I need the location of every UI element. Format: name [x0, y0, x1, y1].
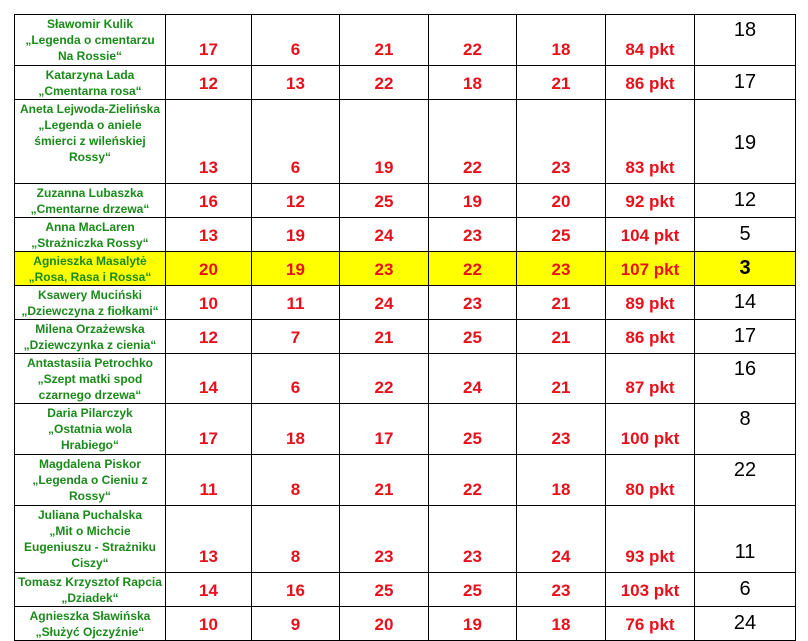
- total-cell: 92 pkt: [606, 184, 695, 218]
- rank-cell: 14: [695, 286, 796, 320]
- story-title: „Dziewczynka z cienia“: [23, 338, 157, 352]
- score-cell-5: 21: [517, 66, 606, 100]
- participant-cell: [15, 286, 166, 320]
- score-cell-4: 23: [429, 218, 517, 252]
- rank-cell: 8: [695, 404, 796, 455]
- score-cell-4: 22: [429, 15, 517, 66]
- rank-cell: 22: [695, 455, 796, 506]
- table-row: [15, 15, 796, 66]
- table-row: [15, 607, 796, 641]
- score-cell-2: 19: [252, 218, 340, 252]
- participant-name: Tomasz Krzysztof Rapcia: [18, 575, 162, 589]
- score-cell-4: 23: [429, 286, 517, 320]
- rank-cell: 6: [695, 573, 796, 607]
- story-title: „Cmentarne drzewa“: [30, 202, 150, 216]
- score-cell-5: 21: [517, 320, 606, 354]
- score-cell-5: 23: [517, 252, 606, 286]
- participant-name: Anna MacLaren: [45, 220, 135, 234]
- table-row: [15, 66, 796, 100]
- participant-cell: [15, 607, 166, 641]
- rank-cell: 17: [695, 66, 796, 100]
- total-cell: 76 pkt: [606, 607, 695, 641]
- table-row: [15, 184, 796, 218]
- total-cell: 107 pkt: [606, 252, 695, 286]
- total-cell: 86 pkt: [606, 66, 695, 100]
- score-cell-1: 13: [166, 506, 252, 573]
- score-cell-3: 24: [340, 218, 429, 252]
- participant-name: Sławomir Kulik: [46, 17, 134, 31]
- participant-cell: [15, 184, 166, 218]
- table-row: [15, 455, 796, 506]
- participant-name: Ksawery Muciński: [37, 288, 143, 302]
- score-cell-1: 14: [166, 573, 252, 607]
- table-row: [15, 404, 796, 455]
- score-cell-4: 22: [429, 252, 517, 286]
- participant-name: Juliana Puchalska: [37, 508, 143, 522]
- score-cell-2: 12: [252, 184, 340, 218]
- score-cell-5: 24: [517, 506, 606, 573]
- rank-cell: 16: [695, 354, 796, 404]
- score-cell-2: 16: [252, 573, 340, 607]
- rank-cell: 5: [695, 218, 796, 252]
- story-title: „Dziadek“: [61, 591, 119, 605]
- score-cell-3: 20: [340, 607, 429, 641]
- score-cell-1: 10: [166, 607, 252, 641]
- story-title: „Rosa, Rasa i Rossa“: [28, 270, 152, 284]
- total-cell: 80 pkt: [606, 455, 695, 506]
- story-title: „Legenda o aniele śmierci z wileńskiej Rossy“: [34, 118, 146, 164]
- participant-name: Magdalena Piskor: [38, 457, 142, 471]
- score-cell-5: 23: [517, 404, 606, 455]
- participant-cell: [15, 573, 166, 607]
- results-table: [14, 14, 796, 641]
- participant-cell: [15, 404, 166, 455]
- table-row: [15, 286, 796, 320]
- participant-cell: [15, 252, 166, 286]
- participant-name: Antastasiia Petrochko: [26, 356, 154, 370]
- score-cell-3: 25: [340, 184, 429, 218]
- score-cell-4: 22: [429, 100, 517, 184]
- score-cell-3: 24: [340, 286, 429, 320]
- score-cell-5: 25: [517, 218, 606, 252]
- score-cell-5: 20: [517, 184, 606, 218]
- participant-cell: [15, 15, 166, 66]
- total-cell: 83 pkt: [606, 100, 695, 184]
- table-row: [15, 100, 796, 184]
- rank-cell: 24: [695, 607, 796, 641]
- rank-cell: 3: [695, 252, 796, 286]
- score-cell-5: 21: [517, 286, 606, 320]
- story-title: „Służyć Ojczyźnie“: [35, 625, 145, 639]
- score-cell-2: 6: [252, 15, 340, 66]
- total-cell: 103 pkt: [606, 573, 695, 607]
- table-row: [15, 506, 796, 573]
- score-cell-1: 11: [166, 455, 252, 506]
- story-title: „Szept matki spod czarnego drzewa“: [37, 372, 143, 402]
- rank-cell: 12: [695, 184, 796, 218]
- score-cell-5: 18: [517, 455, 606, 506]
- story-title: „Legenda o cmentarzu Na Rossie“: [25, 33, 155, 63]
- participant-cell: [15, 320, 166, 354]
- score-cell-1: 14: [166, 354, 252, 404]
- score-cell-1: 17: [166, 15, 252, 66]
- score-cell-3: 19: [340, 100, 429, 184]
- participant-name: Agnieszka Masalytė: [33, 254, 147, 268]
- score-cell-2: 13: [252, 66, 340, 100]
- participant-cell: [15, 218, 166, 252]
- score-cell-2: 7: [252, 320, 340, 354]
- participant-cell: [15, 506, 166, 573]
- participant-name: Daria Pilarczyk: [47, 406, 133, 420]
- score-cell-3: 21: [340, 15, 429, 66]
- story-title: „Strażniczka Rossy“: [31, 236, 149, 250]
- total-cell: 104 pkt: [606, 218, 695, 252]
- score-cell-2: 11: [252, 286, 340, 320]
- total-cell: 84 pkt: [606, 15, 695, 66]
- story-title: „Cmentarna rosa“: [38, 84, 142, 98]
- score-cell-3: 23: [340, 506, 429, 573]
- participant-cell: [15, 354, 166, 404]
- score-cell-1: 10: [166, 286, 252, 320]
- score-cell-2: 8: [252, 455, 340, 506]
- score-cell-3: 22: [340, 66, 429, 100]
- score-cell-3: 22: [340, 354, 429, 404]
- score-cell-5: 23: [517, 100, 606, 184]
- score-cell-5: 23: [517, 573, 606, 607]
- total-cell: 100 pkt: [606, 404, 695, 455]
- story-title: „Dziewczyna z fiołkami“: [21, 304, 159, 318]
- score-cell-2: 6: [252, 354, 340, 404]
- score-cell-2: 6: [252, 100, 340, 184]
- score-cell-3: 21: [340, 320, 429, 354]
- score-cell-2: 18: [252, 404, 340, 455]
- table-row: [15, 320, 796, 354]
- score-cell-5: 18: [517, 15, 606, 66]
- score-cell-4: 18: [429, 66, 517, 100]
- participant-name: Aneta Lejwoda-Zielińska: [19, 102, 161, 116]
- total-cell: 86 pkt: [606, 320, 695, 354]
- table-row: [15, 354, 796, 404]
- score-cell-4: 24: [429, 354, 517, 404]
- total-cell: 87 pkt: [606, 354, 695, 404]
- score-cell-3: 25: [340, 573, 429, 607]
- score-cell-2: 8: [252, 506, 340, 573]
- rank-cell: 17: [695, 320, 796, 354]
- score-cell-5: 21: [517, 354, 606, 404]
- score-cell-4: 22: [429, 455, 517, 506]
- participant-name: Milena Orzażewska: [35, 322, 145, 336]
- score-cell-3: 23: [340, 252, 429, 286]
- score-cell-1: 16: [166, 184, 252, 218]
- participant-name: Agnieszka Sławińska: [29, 609, 151, 623]
- participant-cell: [15, 66, 166, 100]
- table-row: [15, 573, 796, 607]
- score-cell-4: 23: [429, 506, 517, 573]
- score-cell-1: 12: [166, 320, 252, 354]
- score-cell-2: 9: [252, 607, 340, 641]
- score-cell-2: 19: [252, 252, 340, 286]
- score-cell-4: 25: [429, 404, 517, 455]
- story-title: „Ostatnia wola Hrabiego“: [47, 422, 133, 452]
- score-cell-3: 21: [340, 455, 429, 506]
- story-title: „Mit o Michcie Eugeniuszu - Strażniku Ciszy“: [23, 524, 156, 570]
- score-cell-3: 17: [340, 404, 429, 455]
- table-row: [15, 218, 796, 252]
- rank-cell: 19: [695, 100, 796, 184]
- score-cell-1: 17: [166, 404, 252, 455]
- score-cell-4: 19: [429, 184, 517, 218]
- score-cell-5: 18: [517, 607, 606, 641]
- score-cell-4: 19: [429, 607, 517, 641]
- story-title: „Legenda o Cieniu z Rossy“: [32, 473, 148, 503]
- score-cell-1: 20: [166, 252, 252, 286]
- score-cell-1: 13: [166, 218, 252, 252]
- participant-cell: [15, 455, 166, 506]
- score-cell-4: 25: [429, 320, 517, 354]
- total-cell: 93 pkt: [606, 506, 695, 573]
- participant-name: Zuzanna Lubaszka: [36, 186, 144, 200]
- participant-name: Katarzyna Lada: [45, 68, 135, 82]
- participant-cell: [15, 100, 166, 184]
- score-cell-1: 12: [166, 66, 252, 100]
- score-cell-1: 13: [166, 100, 252, 184]
- total-cell: 89 pkt: [606, 286, 695, 320]
- rank-cell: 11: [695, 506, 796, 573]
- table-row: [15, 252, 796, 286]
- score-cell-4: 25: [429, 573, 517, 607]
- rank-cell: 18: [695, 15, 796, 66]
